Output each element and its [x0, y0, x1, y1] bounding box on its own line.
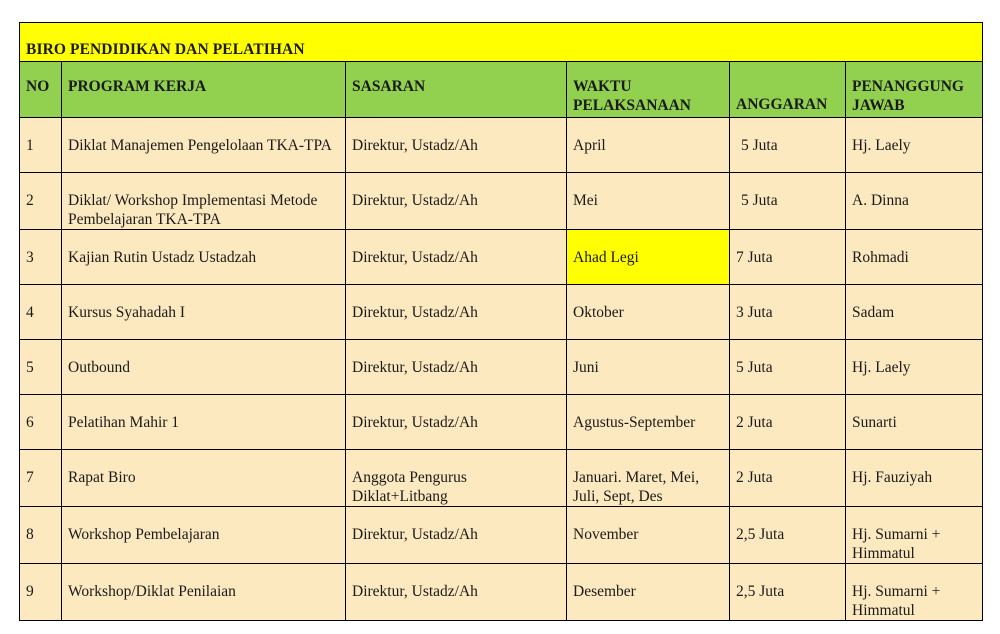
cell-anggaran: 5 Juta	[730, 118, 846, 173]
cell-anggaran: 7 Juta	[730, 230, 846, 285]
cell-no: 3	[20, 230, 62, 285]
cell-no: 8	[20, 507, 62, 564]
header-program: PROGRAM KERJA	[62, 62, 346, 118]
table-row	[20, 340, 983, 395]
table-title: BIRO PENDIDIKAN DAN PELATIHAN	[20, 23, 983, 62]
cell-anggaran: 3 Juta	[730, 285, 846, 340]
cell-penanggung: Sunarti	[846, 395, 983, 450]
header-waktu: WAKTU PELAKSANAAN	[567, 62, 730, 118]
cell-no: 6	[20, 395, 62, 450]
cell-no: 4	[20, 285, 62, 340]
title-row	[20, 23, 983, 62]
cell-program: Kursus Syahadah I	[62, 285, 346, 340]
cell-no: 5	[20, 340, 62, 395]
cell-penanggung: Rohmadi	[846, 230, 983, 285]
cell-program: Diklat/ Workshop Implementasi Metode Pembelajaran TKA-TPA	[62, 173, 346, 230]
cell-penanggung: Hj. Fauziyah	[846, 450, 983, 507]
cell-sasaran: Anggota Pengurus Diklat+Litbang	[346, 450, 567, 507]
cell-anggaran: 5 Juta	[730, 340, 846, 395]
cell-program: Diklat Manajemen Pengelolaan TKA-TPA	[62, 118, 346, 173]
cell-waktu: November	[567, 507, 730, 564]
cell-waktu: Januari. Maret, Mei, Juli, Sept, Des	[567, 450, 730, 507]
cell-penanggung: Hj. Laely	[846, 118, 983, 173]
cell-sasaran: Direktur, Ustadz/Ah	[346, 507, 567, 564]
header-sasaran: SASARAN	[346, 62, 567, 118]
cell-sasaran: Direktur, Ustadz/Ah	[346, 395, 567, 450]
cell-no: 1	[20, 118, 62, 173]
cell-waktu: Desember	[567, 564, 730, 621]
cell-no: 7	[20, 450, 62, 507]
cell-anggaran: 2,5 Juta	[730, 564, 846, 621]
cell-sasaran: Direktur, Ustadz/Ah	[346, 173, 567, 230]
cell-anggaran: 2 Juta	[730, 450, 846, 507]
cell-waktu: Agustus-September	[567, 395, 730, 450]
cell-program: Pelatihan Mahir 1	[62, 395, 346, 450]
header-no: NO	[20, 62, 62, 118]
cell-program: Outbound	[62, 340, 346, 395]
cell-program: Workshop/Diklat Penilaian	[62, 564, 346, 621]
cell-waktu-highlighted: Ahad Legi	[567, 230, 730, 285]
cell-program: Rapat Biro	[62, 450, 346, 507]
cell-penanggung: Hj. Sumarni + Himmatul	[846, 564, 983, 621]
cell-penanggung: Hj. Sumarni + Himmatul	[846, 507, 983, 564]
cell-waktu: Oktober	[567, 285, 730, 340]
table-row	[20, 118, 983, 173]
cell-waktu: Juni	[567, 340, 730, 395]
cell-no: 9	[20, 564, 62, 621]
table-row	[20, 564, 983, 621]
table-row	[20, 230, 983, 285]
cell-sasaran: Direktur, Ustadz/Ah	[346, 564, 567, 621]
cell-sasaran: Direktur, Ustadz/Ah	[346, 118, 567, 173]
cell-sasaran: Direktur, Ustadz/Ah	[346, 285, 567, 340]
cell-sasaran: Direktur, Ustadz/Ah	[346, 340, 567, 395]
cell-waktu: April	[567, 118, 730, 173]
cell-penanggung: Sadam	[846, 285, 983, 340]
table-row	[20, 395, 983, 450]
table-row	[20, 285, 983, 340]
table-row	[20, 173, 983, 230]
cell-program: Workshop Pembelajaran	[62, 507, 346, 564]
cell-penanggung: Hj. Laely	[846, 340, 983, 395]
program-table	[19, 22, 983, 621]
header-anggaran: ANGGARAN	[730, 62, 846, 118]
cell-anggaran: 5 Juta	[730, 173, 846, 230]
header-row	[20, 62, 983, 118]
cell-sasaran: Direktur, Ustadz/Ah	[346, 230, 567, 285]
table-row	[20, 450, 983, 507]
cell-program: Kajian Rutin Ustadz Ustadzah	[62, 230, 346, 285]
cell-no: 2	[20, 173, 62, 230]
cell-waktu: Mei	[567, 173, 730, 230]
header-penanggung: PENANGGUNG JAWAB	[846, 62, 983, 118]
cell-penanggung: A. Dinna	[846, 173, 983, 230]
cell-anggaran: 2,5 Juta	[730, 507, 846, 564]
table-row	[20, 507, 983, 564]
cell-anggaran: 2 Juta	[730, 395, 846, 450]
